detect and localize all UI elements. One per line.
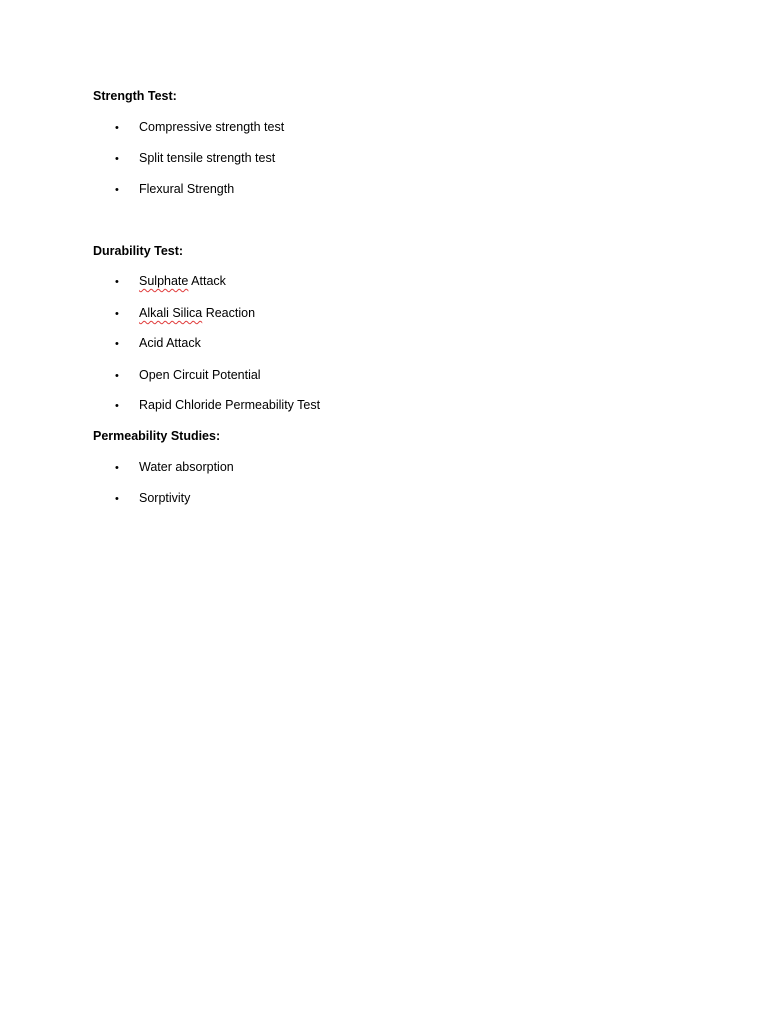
list-item-text [139,305,255,321]
bullet-icon: • [115,276,119,288]
list-item-text: Split tensile strength test [139,151,276,165]
spellcheck-flagged-word[interactable]: Alkali Silica [139,306,203,320]
list-item [115,181,234,198]
bullet-icon: • [115,184,119,196]
bullet-icon: • [115,400,119,412]
bullet-icon: • [115,338,119,350]
list-item [115,150,275,167]
list-item-text [139,273,226,289]
section-heading-durability: Durability Test: [93,244,184,258]
spellcheck-flagged-word[interactable]: Sulphate [139,274,189,288]
list-item-text: Acid Attack [139,336,201,350]
list-item [115,335,201,352]
list-item-text-rest: Reaction [205,306,256,320]
bullet-icon: • [115,122,119,134]
section-heading-strength: Strength Test: [93,89,177,103]
bullet-icon: • [115,153,119,165]
list-item [115,119,284,136]
list-item [115,459,234,476]
list-item-text: Rapid Chloride Permeability Test [139,398,321,412]
section-heading-permeability: Permeability Studies: [93,429,221,443]
list-item-text: Compressive strength test [139,120,285,134]
bullet-icon: • [115,493,119,505]
list-item-text-rest: Attack [191,274,226,288]
list-item [115,490,190,507]
list-item [115,367,261,384]
list-item-text: Open Circuit Potential [139,368,261,382]
bullet-icon: • [115,308,119,320]
list-item [115,305,255,322]
list-item [115,397,320,414]
bullet-icon: • [115,462,119,474]
bullet-icon: • [115,370,119,382]
list-item [115,273,226,290]
list-item-text: Sorptivity [139,491,191,505]
list-item-text: Flexural Strength [139,182,235,196]
list-item-text: Water absorption [139,460,234,474]
